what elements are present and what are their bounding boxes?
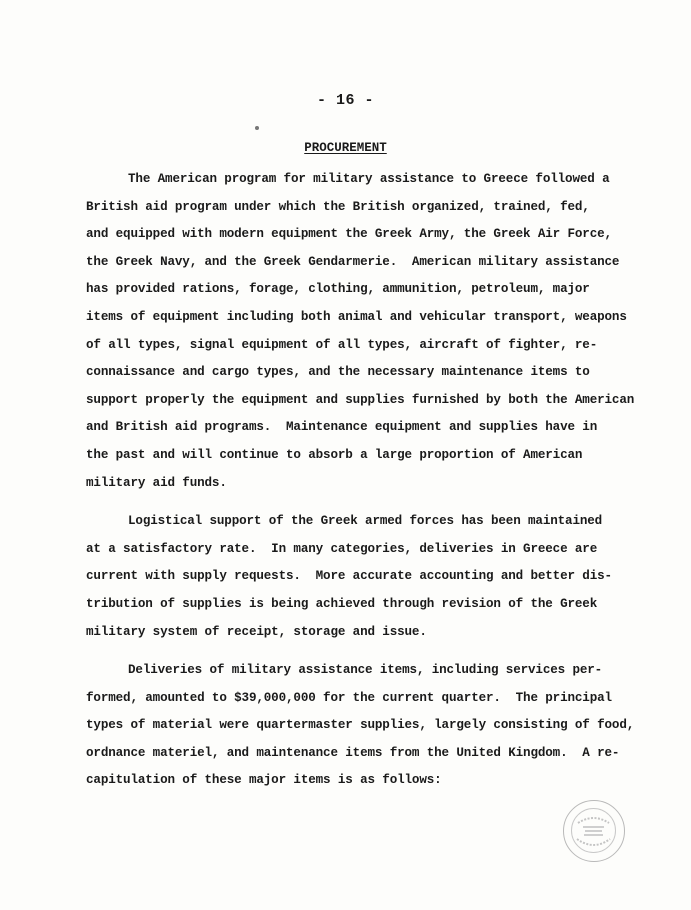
text-line: capitulation of these major items is as follows: [86,773,442,788]
text-line: Deliveries of military assistance items, including services per- [128,663,603,678]
text-line: The American program for military assistance to Greece followed a [128,172,610,186]
text-line: of all types, signal equipment of all types, aircraft of fighter, re- [86,337,598,352]
text-line: the Greek Navy, and the Greek Gendarmerie. American military assistance [86,254,620,269]
page-number: - 16 - [316,92,374,109]
paragraph-spacer [86,497,686,508]
text-line: Logistical support of the Greek armed forces has been maintained [128,514,603,529]
text-line: British aid program under which the British organized, trained, fed, [86,199,590,214]
ink-speck [255,126,259,130]
paragraph-3 [86,657,686,795]
section-heading: PROCUREMENT [304,141,387,155]
paragraph-1 [86,166,686,497]
text-line: types of material were quartermaster supplies, largely consisting of food, [86,718,635,733]
paragraph-spacer [86,646,686,657]
text-line: connaissance and cargo types, and the necessary maintenance items to [86,365,590,380]
text-line: military system of receipt, storage and issue. [86,624,427,639]
text-line: ordnance materiel, and maintenance items from the United Kingdom. A re- [86,745,620,760]
stamp-graphic [564,801,623,860]
text-line: current with supply requests. More accurate accounting and better dis- [86,569,612,584]
text-line: support properly the equipment and supplies furnished by both the American [86,392,635,407]
text-line: tribution of supplies is being achieved through revision of the Greek [86,596,598,611]
text-line: and equipped with modern equipment the Greek Army, the Greek Air Force, [86,227,612,242]
text-line: items of equipment including both animal and vehicular transport, weapons [86,309,627,324]
archive-stamp-icon [563,800,625,862]
text-line: formed, amounted to $39,000,000 for the current quarter. The principal [86,690,612,705]
text-line: and British aid programs. Maintenance equipment and supplies have in [86,420,598,435]
paragraph-2 [86,508,686,646]
text-line: military aid funds. [86,475,227,490]
text-line: at a satisfactory rate. In many categories, deliveries in Greece are [86,541,598,556]
body-text [86,166,686,795]
text-line: the past and will continue to absorb a large proportion of American [86,447,583,462]
text-line: has provided rations, forage, clothing, ammunition, petroleum, major [86,282,590,297]
